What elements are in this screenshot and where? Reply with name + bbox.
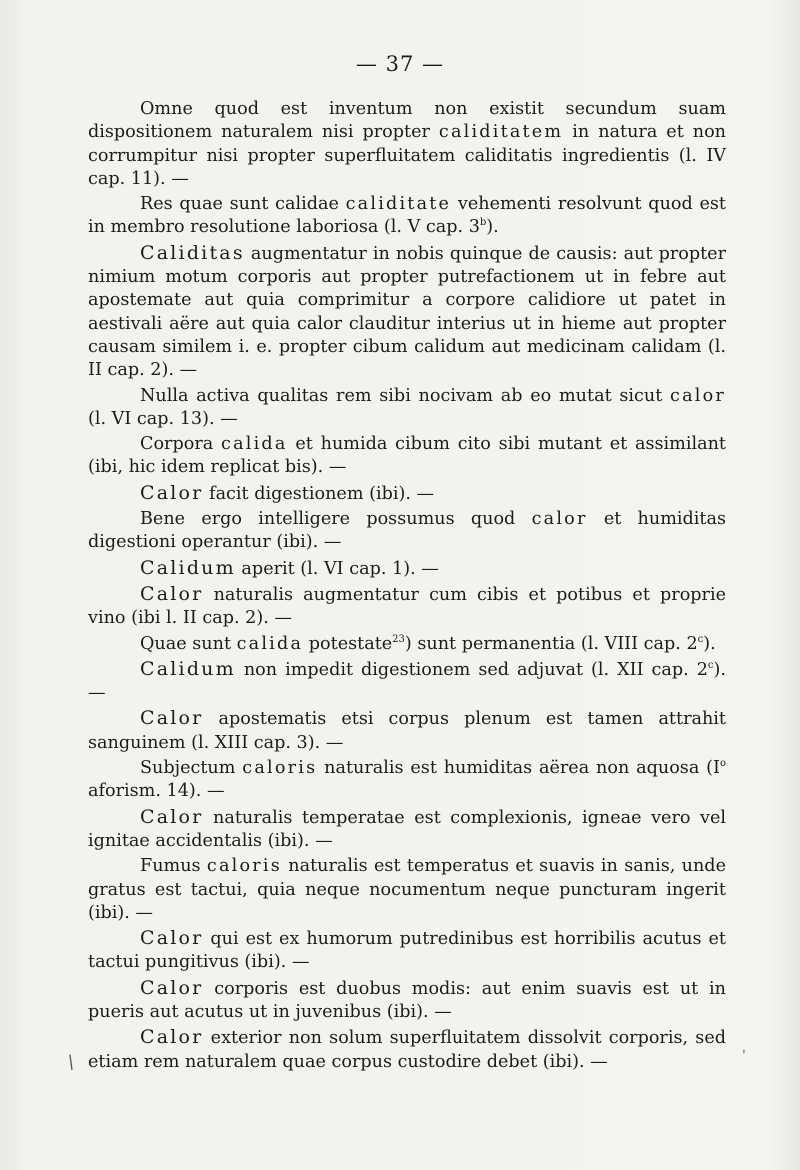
spaced-term: calor (670, 385, 726, 406)
text-run: potestate (303, 633, 393, 654)
text-run: ) sunt permanentia (l. VIII cap. 2 (404, 633, 698, 654)
text-run: Fumus (140, 856, 207, 877)
superscript: o (719, 758, 726, 770)
text-run: in natura et non corrumpitur nisi propter superfluitatem caliditatis ingredientis (l. IV cap. 11). — (88, 122, 726, 189)
text-run: (l. VI cap. 13). — (88, 408, 238, 429)
text-run: facit digestionem (ibi). — (203, 483, 435, 504)
superscript: b (479, 217, 487, 229)
margin-mark-left: / (63, 1051, 79, 1074)
paragraph (88, 633, 726, 656)
text-run: naturalis temperatae est complexionis, igneae vero vel ignitae accidentalis (ibi). — (88, 807, 726, 851)
spaced-term: Calor (140, 582, 204, 605)
paragraph (88, 482, 726, 506)
text-run: ). (703, 633, 716, 654)
text-run: naturalis est temperatus et suavis in sanis, unde gratus est tactui, quia neque nocumentum neque puncturam ingerit (ibi). — (88, 856, 726, 923)
spaced-term: calida (236, 633, 304, 654)
text-run: Omne quod est inventum non existit secundum suam dispositionem naturalem nisi propter (88, 99, 726, 143)
paragraph (88, 757, 726, 804)
text-run: ). (486, 217, 499, 238)
spaced-term: Calidum (140, 556, 236, 579)
spaced-term: Calor (140, 1026, 204, 1049)
paragraph (88, 98, 726, 191)
text-run: et humida cibum cito sibi mutant et assimilant (ibi, hic idem replicat bis). — (88, 434, 726, 478)
text-run: Corpora (140, 434, 222, 455)
paragraph (88, 806, 726, 854)
spaced-term: Calidum (140, 657, 236, 680)
paragraph (88, 508, 726, 555)
spaced-term: calida (221, 434, 288, 455)
spaced-term: Caliditas (140, 241, 245, 264)
paragraph (88, 977, 726, 1025)
paragraph (88, 385, 726, 432)
paragraph (88, 658, 726, 706)
text-run: ). — (88, 659, 726, 704)
text-run: non impedit digestionem sed adjuvat (l. XII cap. 2 (235, 659, 708, 680)
text-run: exterior non solum superfluitatem dissolvit corporis, sed etiam rem naturalem quae corpus custodire debet (ibi). — (88, 1028, 726, 1072)
superscript: c (707, 659, 714, 671)
text-run: et humiditas digestioni operantur (ibi). — (88, 509, 726, 553)
page-number: — 37 — (355, 52, 445, 76)
spaced-term: caliditate (345, 194, 452, 215)
text-run: Res quae sunt calidae (140, 194, 346, 215)
spaced-term: Calor (140, 976, 204, 999)
text-run: Subjectum (140, 758, 243, 779)
paragraph (88, 1026, 726, 1074)
text-run: Bene ergo intelligere possumus quod (140, 509, 532, 530)
text-run: corporis est duobus modis: aut enim suavis est ut in pueris aut acutus ut in juvenibus (ibi). — (88, 978, 726, 1022)
text-body (88, 98, 726, 1074)
paragraph (88, 193, 726, 240)
text-run: naturalis est humiditas aërea non aquosa (I (317, 758, 720, 779)
paragraph (88, 557, 726, 581)
superscript: 23 (392, 633, 405, 645)
text-run: augmentatur in nobis quinque de causis: aut propter nimium motum corporis aut propter putrefactionem ut in febre aut apostemate aut quia comprimitur a corpore calidiore ut patet in aestivali aëre aut quia calor clauditur interius ut in hieme aut propter causam similem i. e. propter cibum calidum aut medicinam calidam (l. II cap. 2). — (88, 243, 726, 381)
paragraph (88, 927, 726, 975)
paragraph (88, 855, 726, 925)
paragraph (88, 433, 726, 480)
paragraph (88, 242, 726, 383)
spaced-term: Calor (140, 927, 204, 950)
text-run: aperit (l. VI cap. 1). — (235, 558, 439, 579)
spaced-term: Calor (140, 707, 204, 730)
text-run: vehementi resolvunt quod est in membro resolutione laboriosa (l. V cap. 3 (88, 194, 726, 238)
spaced-term: caliditatem (438, 122, 564, 143)
spaced-term: calor (531, 509, 588, 530)
spaced-term: Calor (140, 481, 204, 504)
spaced-term: caloris (206, 856, 282, 877)
paragraph (88, 707, 726, 755)
spaced-term: caloris (242, 758, 318, 779)
paragraph (88, 583, 726, 631)
superscript: c (697, 633, 704, 645)
text-run: qui est ex humorum putredinibus est horribilis acutus et tactui pungitivus (ibi). — (88, 929, 726, 973)
text-run: apostematis etsi corpus plenum est tamen attrahit sanguinem (l. XIII cap. 3). — (88, 709, 726, 753)
margin-mark-right: ' (742, 1048, 746, 1064)
spaced-term: Calor (140, 805, 204, 828)
text-run: Quae sunt (140, 633, 237, 654)
text-run: Nulla activa qualitas rem sibi nocivam ab eo mutat sicut (140, 385, 671, 406)
text-run: naturalis augmentatur cum cibis et potibus et proprie vino (ibi l. II cap. 2). — (88, 584, 726, 629)
text-run: aforism. 14). — (88, 781, 225, 802)
